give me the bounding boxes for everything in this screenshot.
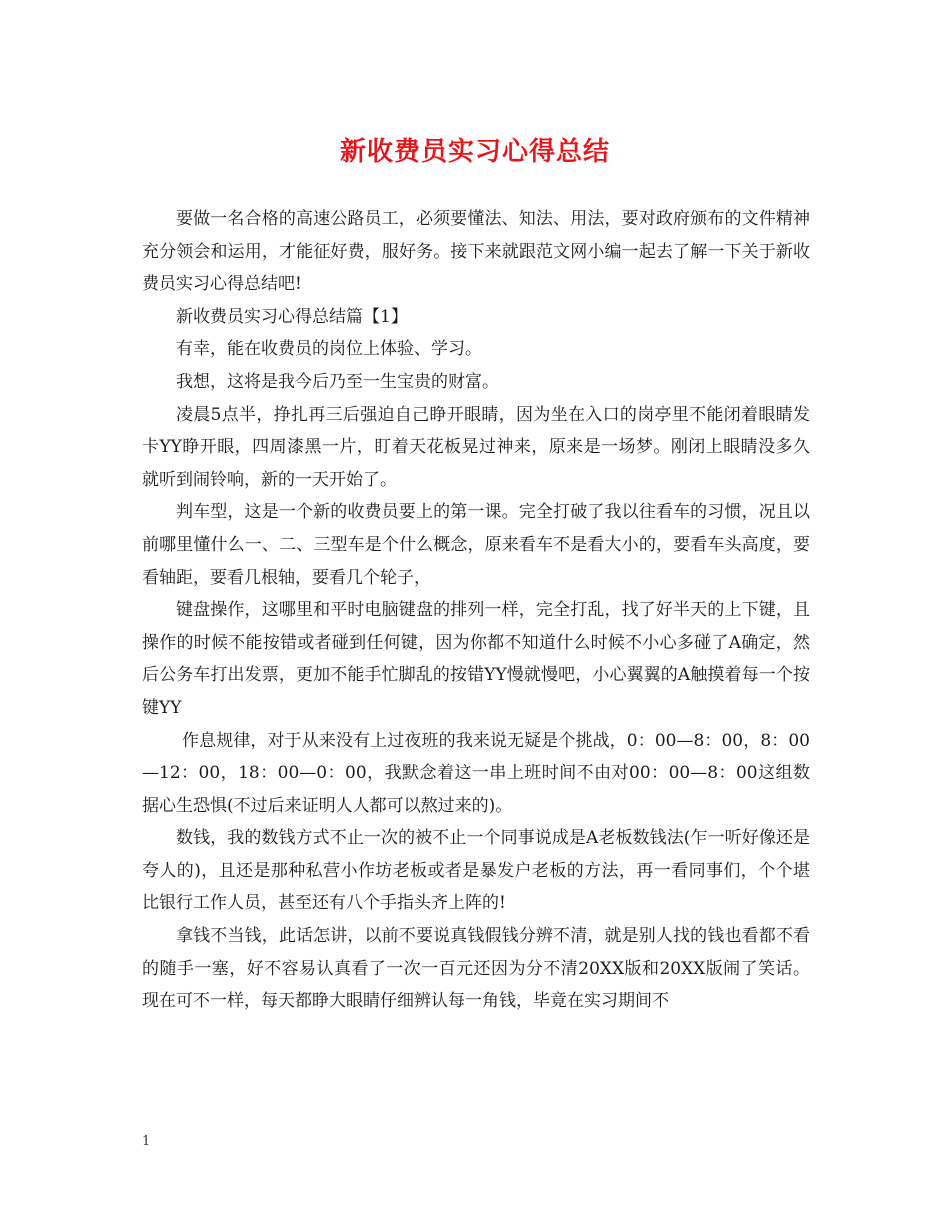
paragraph: 判车型，这是一个新的收费员要上的第一课。完全打破了我以往看车的习惯，况且以前哪里懂什么一、二、三型车是个什么概念，原来看车不是看大小的，要看车头高度，要看轴距，要看几根轴，要看几个轮子，: [142, 502, 810, 588]
paragraph: 拿钱不当钱，此话怎讲，以前不要说真钱假钱分辨不清，就是别人找的钱也看都不看的随手一塞，好不容易认真看了一次一百元还因为分不清20XX版和20XX版闹了笑话。现在可不一样，每天都睁大眼睛仔细辨认每一角钱，毕竟在实习期间不: [142, 926, 810, 1012]
document-title: 新收费员实习心得总结: [339, 137, 610, 167]
page-number: 1: [142, 1134, 151, 1149]
document-body: [142, 203, 810, 1018]
section-heading: 新收费员实习心得总结篇【1】: [176, 306, 408, 327]
paragraph: 有幸，能在收费员的岗位上体验、学习。: [176, 339, 482, 360]
paragraph: 键盘操作，这哪里和平时电脑键盘的排列一样，完全打乱，找了好半天的上下键，且操作的时候不能按错或者碰到任何键，因为你都不知道什么时候不小心多碰了A确定，然后公务车打出发票，更加不能手忙脚乱的按错YY慢就慢吧，小心翼翼的A触摸着每一个按键YY: [142, 600, 810, 718]
paragraph: 凌晨5点半，挣扎再三后强迫自己睁开眼睛，因为坐在入口的岗亭里不能闭着眼睛发卡YY睁开眼，四周漆黑一片，盯着天花板晃过神来，原来是一场梦。刚闭上眼睛没多久就听到闹铃响，新的一天开始了。: [142, 404, 810, 490]
paragraph: 数钱，我的数钱方式不止一次的被不止一个同事说成是A老板数钱法(乍一听好像还是夸人的)，且还是那种私营小作坊老板或者是暴发户老板的方法，再一看同事们，个个堪比银行工作人员，甚至还有八个手指头齐上阵的!: [142, 828, 810, 914]
paragraph-intro: 要做一名合格的高速公路员工，必须要懂法、知法、用法，要对政府颁布的文件精神充分领会和运用，才能征好费，服好务。接下来就跟范文网小编一起去了解一下关于新收费员实习心得总结吧!: [142, 209, 810, 295]
paragraph: 我想，这将是我今后乃至一生宝贵的财富。: [176, 371, 499, 392]
paragraph: 作息规律，对于从来没有上过夜班的我来说无疑是个挑战，0：00—8：00，8：00—12：00，18：00—0：00，我默念着这一串上班时间不由对00：00—8：00这组数据心生恐惧(不过后来证明人人都可以熬过来的)。: [142, 730, 810, 816]
